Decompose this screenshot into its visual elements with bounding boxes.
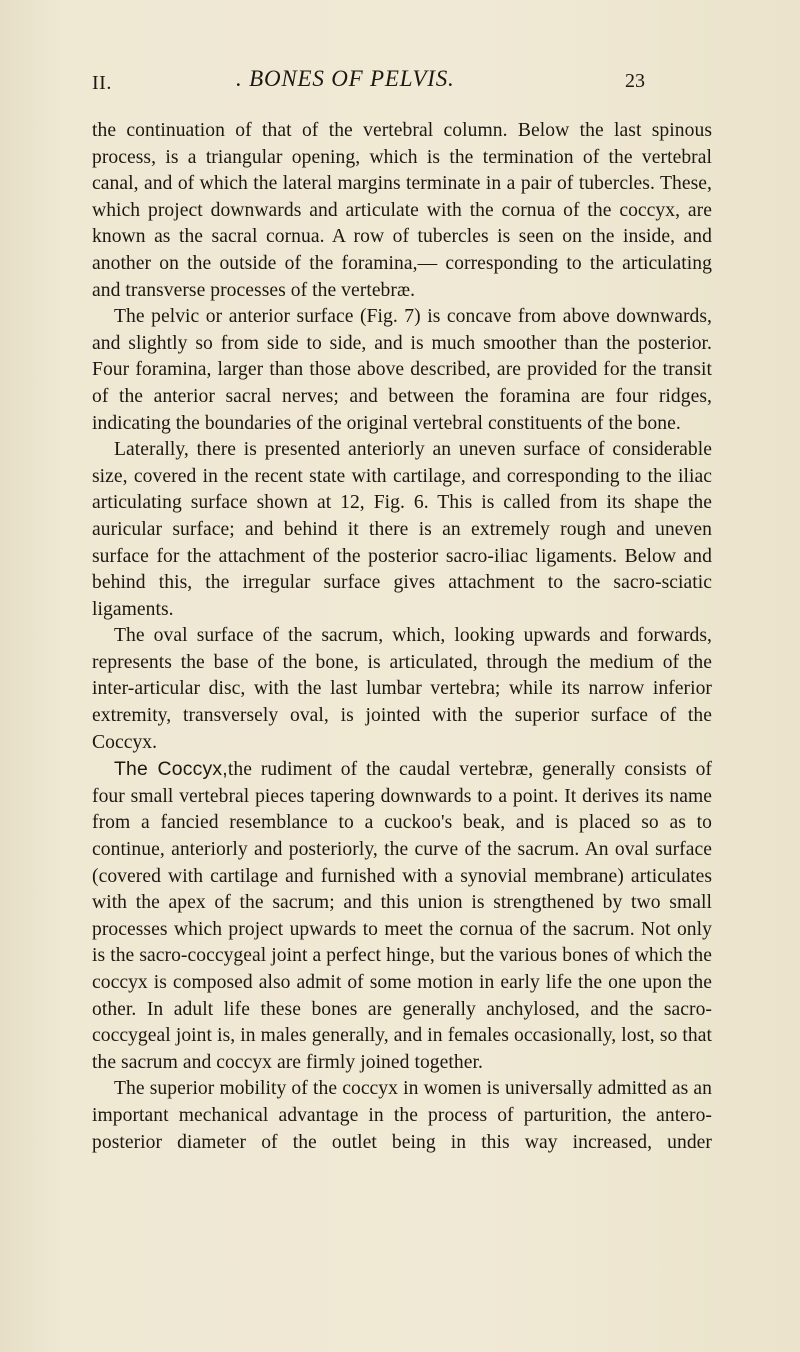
section-number: II.: [92, 72, 112, 94]
paragraph-pelvic-surface: The pelvic or anterior surface (Fig. 7) is concave from above downwards, and slightly so from side to side, and is much smoother than the posterior. Four foramina, larger than those above described, are provided for the transit of the anterior sacral nerves; and between the foramina are four ridges, indicating the boundaries of the original vertebral constituents of the bone.: [92, 306, 712, 434]
paragraph-coccyx: [92, 756, 712, 1076]
paragraph-sacrum-posterior: the continuation of that of the vertebral column. Below the last spinous process, is a triangular opening, which is the termination of the vertebral canal, and of which the lateral margins terminate in a pair of tubercles. These, which project downwards and articulate with the cornua of the coccyx, are known as the sacral cornua. A row of tubercles is seen on the inside, and another on the outside of the foramina,— corresponding to the articulating and transverse processes of the vertebræ.: [92, 120, 712, 301]
page-title: . BONES OF PELVIS.: [236, 66, 455, 91]
coccyx-heading: The Coccyx,: [114, 758, 228, 781]
paragraph-coccyx-mobility: The superior mobility of the coccyx in women is universally admitted as an important mechanical advantage in the process of parturition, the antero-posterior diameter of the outlet being in this way increased, under: [92, 1078, 712, 1153]
running-header: [0, 66, 800, 106]
page-number: 23: [625, 70, 645, 92]
coccyx-body: the rudiment of the caudal vertebræ, generally consists of four small vertebral pieces tapering downwards to a point. It derives its name from a fancied resemblance to a cuckoo's beak, and is placed so as to continue, anteriorly and posteriorly, the curve of the sacrum. An oval surface (covered with cartilage and furnished with a synovial membrane) articulates with the apex of the sacrum; and this union is strengthened by two small processes which project upwards to meet the cornua of the sacrum. Not only is the sacro-coccygeal joint a perfect hinge, but the various bones of which the coccyx is composed also admit of some motion in early life the one upon the other. In adult life these bones are generally anchylosed, and the sacro-coccygeal joint is, in males generally, and in females occasionally, lost, so that the sacrum and coccyx are firmly joined together.: [92, 759, 712, 1073]
paragraph-oval-surface: The oval surface of the sacrum, which, looking upwards and forwards, represents the base of the bone, is articulated, through the medium of the inter-articular disc, with the last lumbar vertebra; while its narrow inferior extremity, transversely oval, is jointed with the superior surface of the Coccyx.: [92, 625, 712, 753]
body-text: [92, 118, 712, 1156]
paragraph-lateral-surface: Laterally, there is presented anteriorly an uneven surface of considerable size, covered in the recent state with cartilage, and corresponding to the iliac articulating surface shown at 12, Fig. 6. This is called from its shape the auricular surface; and behind it there is an extremely rough and uneven surface for the attachment of the posterior sacro-iliac ligaments. Below and behind this, the irregular surface gives attachment to the sacro-sciatic ligaments.: [92, 439, 712, 620]
